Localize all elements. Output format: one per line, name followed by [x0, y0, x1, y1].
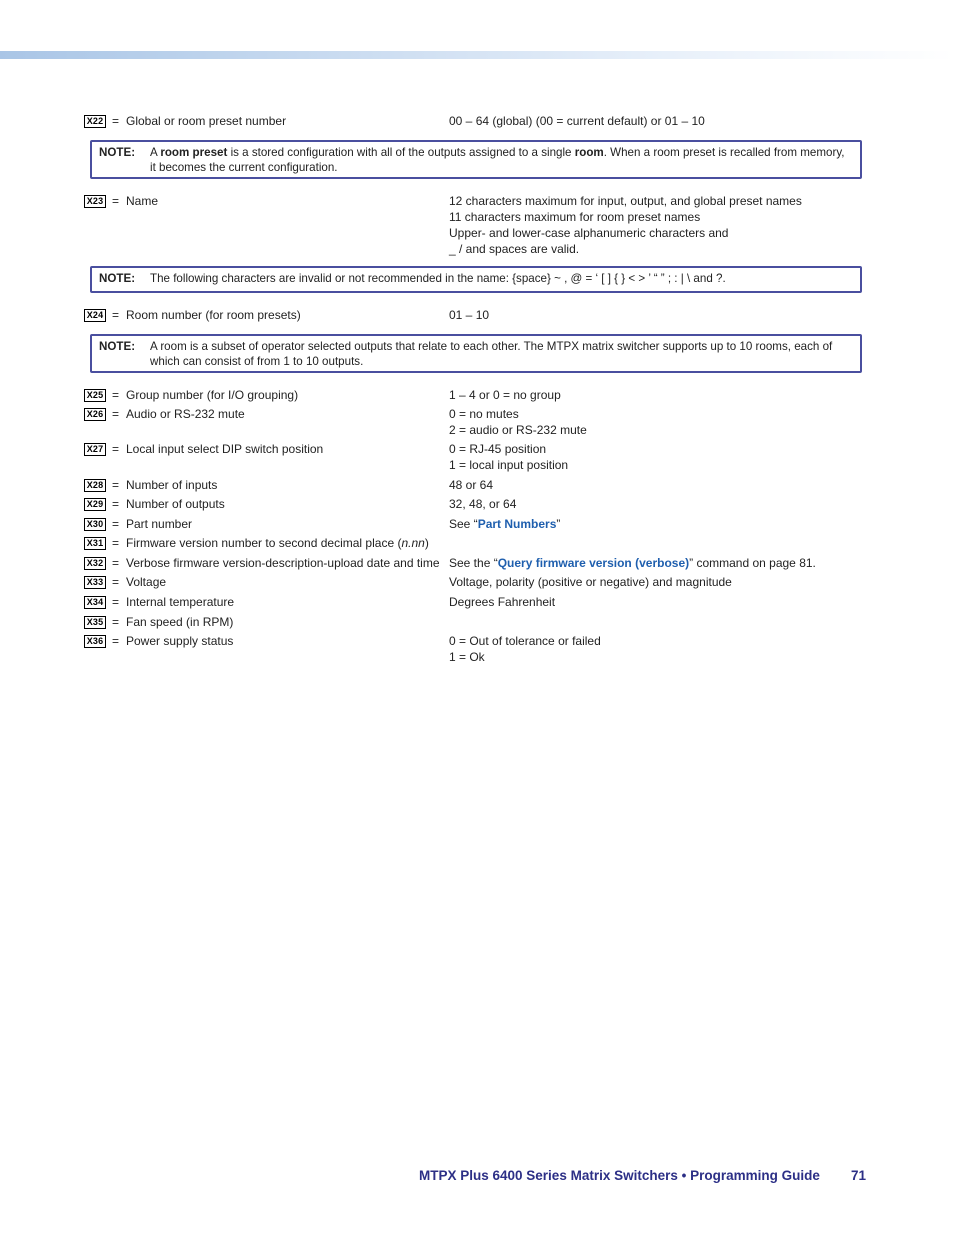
note-label: NOTE: [99, 340, 136, 353]
variable-tag: X36 [84, 635, 106, 648]
note-invalid-characters [90, 266, 862, 293]
page-number: 71 [851, 1168, 867, 1183]
variable-tag: X34 [84, 596, 106, 609]
equals-sign: = [112, 595, 120, 609]
header-gradient-bar [0, 51, 954, 59]
variable-description: Name [126, 194, 159, 208]
note-label: NOTE: [99, 272, 136, 285]
variable-tag: X23 [84, 195, 106, 208]
equals-sign: = [112, 308, 120, 322]
variable-description: Verbose firmware version-description-upload date and time [126, 556, 440, 570]
variable-value: See “Part Numbers” [449, 517, 561, 531]
variable-description: Group number (for I/O grouping) [126, 388, 299, 402]
variable-tag: X24 [84, 309, 106, 322]
variable-value: 1 – 4 or 0 = no group [449, 388, 561, 402]
variable-tag: X26 [84, 408, 106, 421]
variable-tag: X27 [84, 443, 106, 456]
equals-sign: = [112, 442, 120, 456]
variable-description: Internal temperature [126, 595, 235, 609]
equals-sign: = [112, 556, 120, 570]
part-numbers-link[interactable]: Part Numbers [477, 517, 557, 531]
variable-description: Room number (for room presets) [126, 308, 301, 322]
note-text: A room is a subset of operator selected outputs that relate to each other. The MTPX matrix switcher supports up to 10 rooms, each of which can consist of from 1 to 10 outputs. [150, 340, 833, 368]
variable-value: 48 or 64 [449, 478, 494, 492]
variable-tag: X35 [84, 616, 106, 629]
note-label: NOTE: [99, 146, 136, 159]
note-room-definition [90, 334, 862, 373]
variable-tag: X32 [84, 557, 106, 570]
variable-tag: X25 [84, 389, 106, 402]
query-firmware-version-link[interactable]: Query firmware version (verbose) [497, 556, 690, 570]
variable-value: Degrees Fahrenheit [449, 595, 556, 609]
variable-description: Fan speed (in RPM) [126, 615, 234, 629]
equals-sign: = [112, 634, 120, 648]
equals-sign: = [112, 478, 120, 492]
variable-description: Number of inputs [126, 478, 218, 492]
variable-description: Number of outputs [126, 497, 225, 511]
variable-description: Firmware version number to second decimal place (n.nn) [126, 536, 429, 550]
variable-description: Local input select DIP switch position [126, 442, 324, 456]
variable-tag: X28 [84, 479, 106, 492]
note-text: The following characters are invalid or not recommended in the name: {space} ~ , @ = ‘ [ ] { } < > ’ “ ” ; : | \ and ?. [150, 272, 726, 285]
variable-description: Voltage [126, 575, 167, 589]
variable-description: Part number [126, 517, 193, 531]
variable-tag: X33 [84, 576, 106, 589]
equals-sign: = [112, 407, 120, 421]
variable-value: 0 = RJ-45 position 1 = local input position [449, 442, 569, 472]
variable-value: Voltage, polarity (positive or negative) and magnitude [449, 575, 732, 589]
variable-value: 00 – 64 (global) (00 = current default) or 01 – 10 [449, 114, 705, 128]
footer-title: MTPX Plus 6400 Series Matrix Switchers • Programming Guide [419, 1168, 820, 1183]
variable-description: Power supply status [126, 634, 234, 648]
variable-value: 12 characters maximum for input, output, and global preset names 11 characters maximum for room preset names Upper- and lower-case alphanumeric characters and _ / and spaces are valid. [449, 194, 802, 256]
variable-tag: X29 [84, 498, 106, 511]
equals-sign: = [112, 497, 120, 511]
equals-sign: = [112, 536, 120, 550]
note-text: A room preset is a stored configuration with all of the outputs assigned to a single room. When a room preset is recalled from memory, it becomes the current configuration. [150, 146, 845, 174]
note-room-preset [90, 140, 862, 179]
variable-tag: X31 [84, 537, 106, 550]
variable-tag: X22 [84, 115, 106, 128]
variable-value: 32, 48, or 64 [449, 497, 517, 511]
equals-sign: = [112, 388, 120, 402]
variable-value: 01 – 10 [449, 308, 490, 322]
variable-value: See the “Query firmware version (verbose)” command on page 81. [449, 556, 816, 570]
variable-description: Audio or RS-232 mute [126, 407, 245, 421]
equals-sign: = [112, 615, 120, 629]
equals-sign: = [112, 114, 120, 128]
variable-description: Global or room preset number [126, 114, 287, 128]
equals-sign: = [112, 517, 120, 531]
equals-sign: = [112, 194, 120, 208]
variable-value: 0 = Out of tolerance or failed 1 = Ok [449, 634, 601, 664]
equals-sign: = [112, 575, 120, 589]
variable-value: 0 = no mutes 2 = audio or RS-232 mute [449, 407, 587, 437]
variable-tag: X30 [84, 518, 106, 531]
